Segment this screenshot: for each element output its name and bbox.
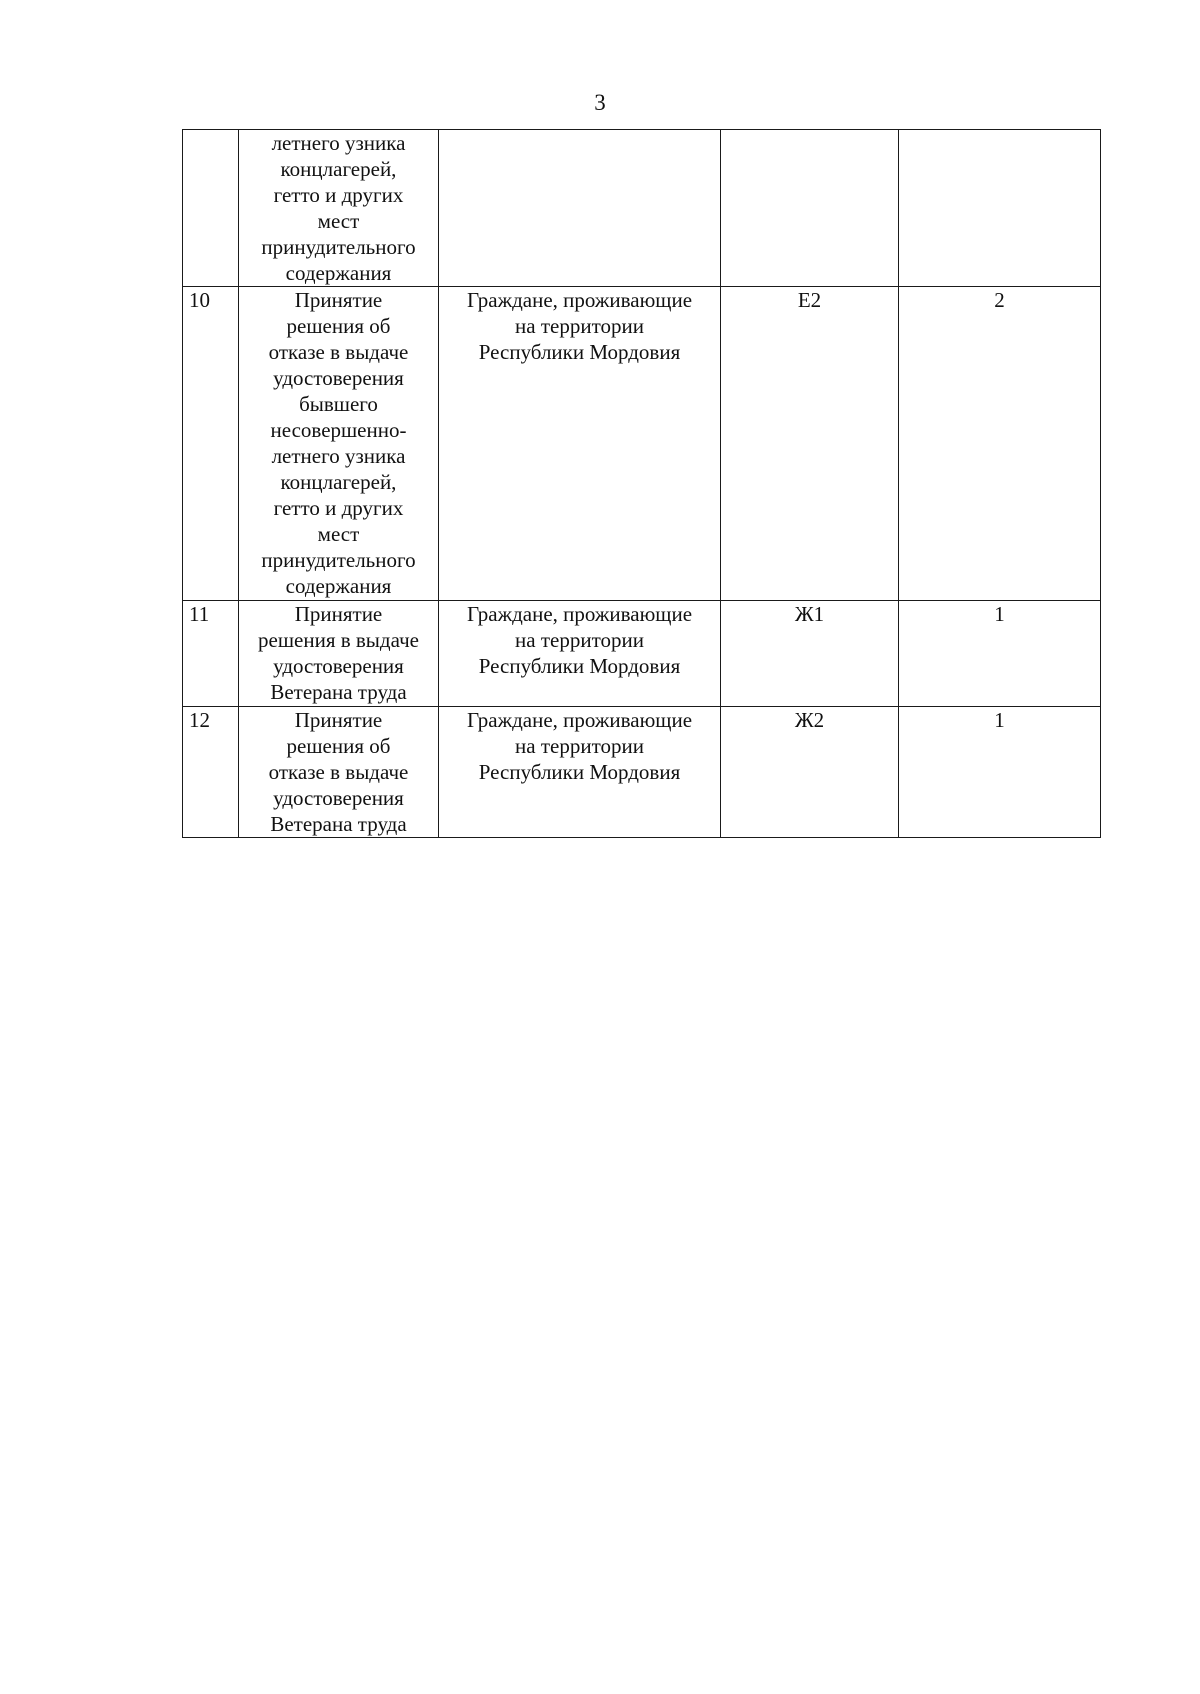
service-name-line: решения об	[286, 314, 391, 338]
service-name-cell	[239, 601, 439, 707]
table-row-continuation	[183, 130, 1101, 287]
table-row	[183, 707, 1101, 838]
service-name-cell	[239, 707, 439, 838]
applicant-category-line: Граждане, проживающие	[466, 708, 693, 732]
service-name-line: гетто и других	[273, 183, 404, 207]
row-number-cell: 12	[183, 707, 239, 838]
service-name-line: летнего узника	[271, 131, 406, 155]
applicant-category-line: на территории	[515, 314, 644, 338]
applicant-category-cell	[439, 130, 721, 287]
service-name-line: мест	[317, 209, 360, 233]
service-name-line: Принятие	[294, 708, 383, 732]
service-name-line: содержания	[285, 574, 392, 598]
service-name-line: удостоверения	[273, 654, 404, 678]
applicant-category-line: на территории	[515, 734, 644, 758]
service-name-line: отказе в выдаче	[268, 340, 409, 364]
service-name-line: бывшего	[299, 392, 378, 416]
table-row	[183, 287, 1101, 601]
code-cell: Ж1	[721, 601, 899, 707]
row-number-cell: 11	[183, 601, 239, 707]
service-name-line: концлагерей,	[280, 470, 397, 494]
row-number-cell	[183, 130, 239, 287]
service-name-line: отказе в выдаче	[268, 760, 409, 784]
quantity-cell	[899, 130, 1101, 287]
applicant-category-line: Граждане, проживающие	[466, 288, 693, 312]
service-name-line: содержания	[285, 261, 392, 285]
service-name-line: Ветерана труда	[270, 680, 407, 704]
service-name-line: решения в выдаче	[258, 628, 419, 652]
service-name-line: концлагерей,	[280, 157, 397, 181]
service-name-line: Принятие	[294, 602, 383, 626]
services-table	[182, 129, 1101, 838]
service-name-line: Принятие	[294, 288, 383, 312]
code-cell: Ж2	[721, 707, 899, 838]
quantity-cell: 1	[899, 707, 1101, 838]
service-name-line: летнего узника	[271, 444, 406, 468]
table-row	[183, 601, 1101, 707]
code-cell: Е2	[721, 287, 899, 601]
applicant-category-line: Граждане, проживающие	[466, 602, 693, 626]
applicant-category-line: на территории	[515, 628, 644, 652]
applicant-category-line: Республики Мордовия	[478, 760, 681, 784]
code-cell	[721, 130, 899, 287]
service-name-cell	[239, 130, 439, 287]
service-name-line: гетто и других	[273, 496, 404, 520]
applicant-category-cell	[439, 287, 721, 601]
service-name-line: Ветерана труда	[270, 812, 407, 836]
applicant-category-line: Республики Мордовия	[478, 340, 681, 364]
service-name-line: несовершенно-	[270, 418, 407, 442]
service-name-line: принудительного	[261, 548, 416, 572]
quantity-cell: 1	[899, 601, 1101, 707]
service-name-line: удостоверения	[273, 786, 404, 810]
applicant-category-line: Республики Мордовия	[478, 654, 681, 678]
row-number-cell: 10	[183, 287, 239, 601]
service-name-line: решения об	[286, 734, 391, 758]
service-name-line: удостоверения	[273, 366, 404, 390]
applicant-category-cell	[439, 707, 721, 838]
quantity-cell: 2	[899, 287, 1101, 601]
service-name-cell	[239, 287, 439, 601]
page-number: 3	[594, 90, 606, 115]
applicant-category-cell	[439, 601, 721, 707]
service-name-line: принудительного	[261, 235, 416, 259]
service-name-line: мест	[317, 522, 360, 546]
